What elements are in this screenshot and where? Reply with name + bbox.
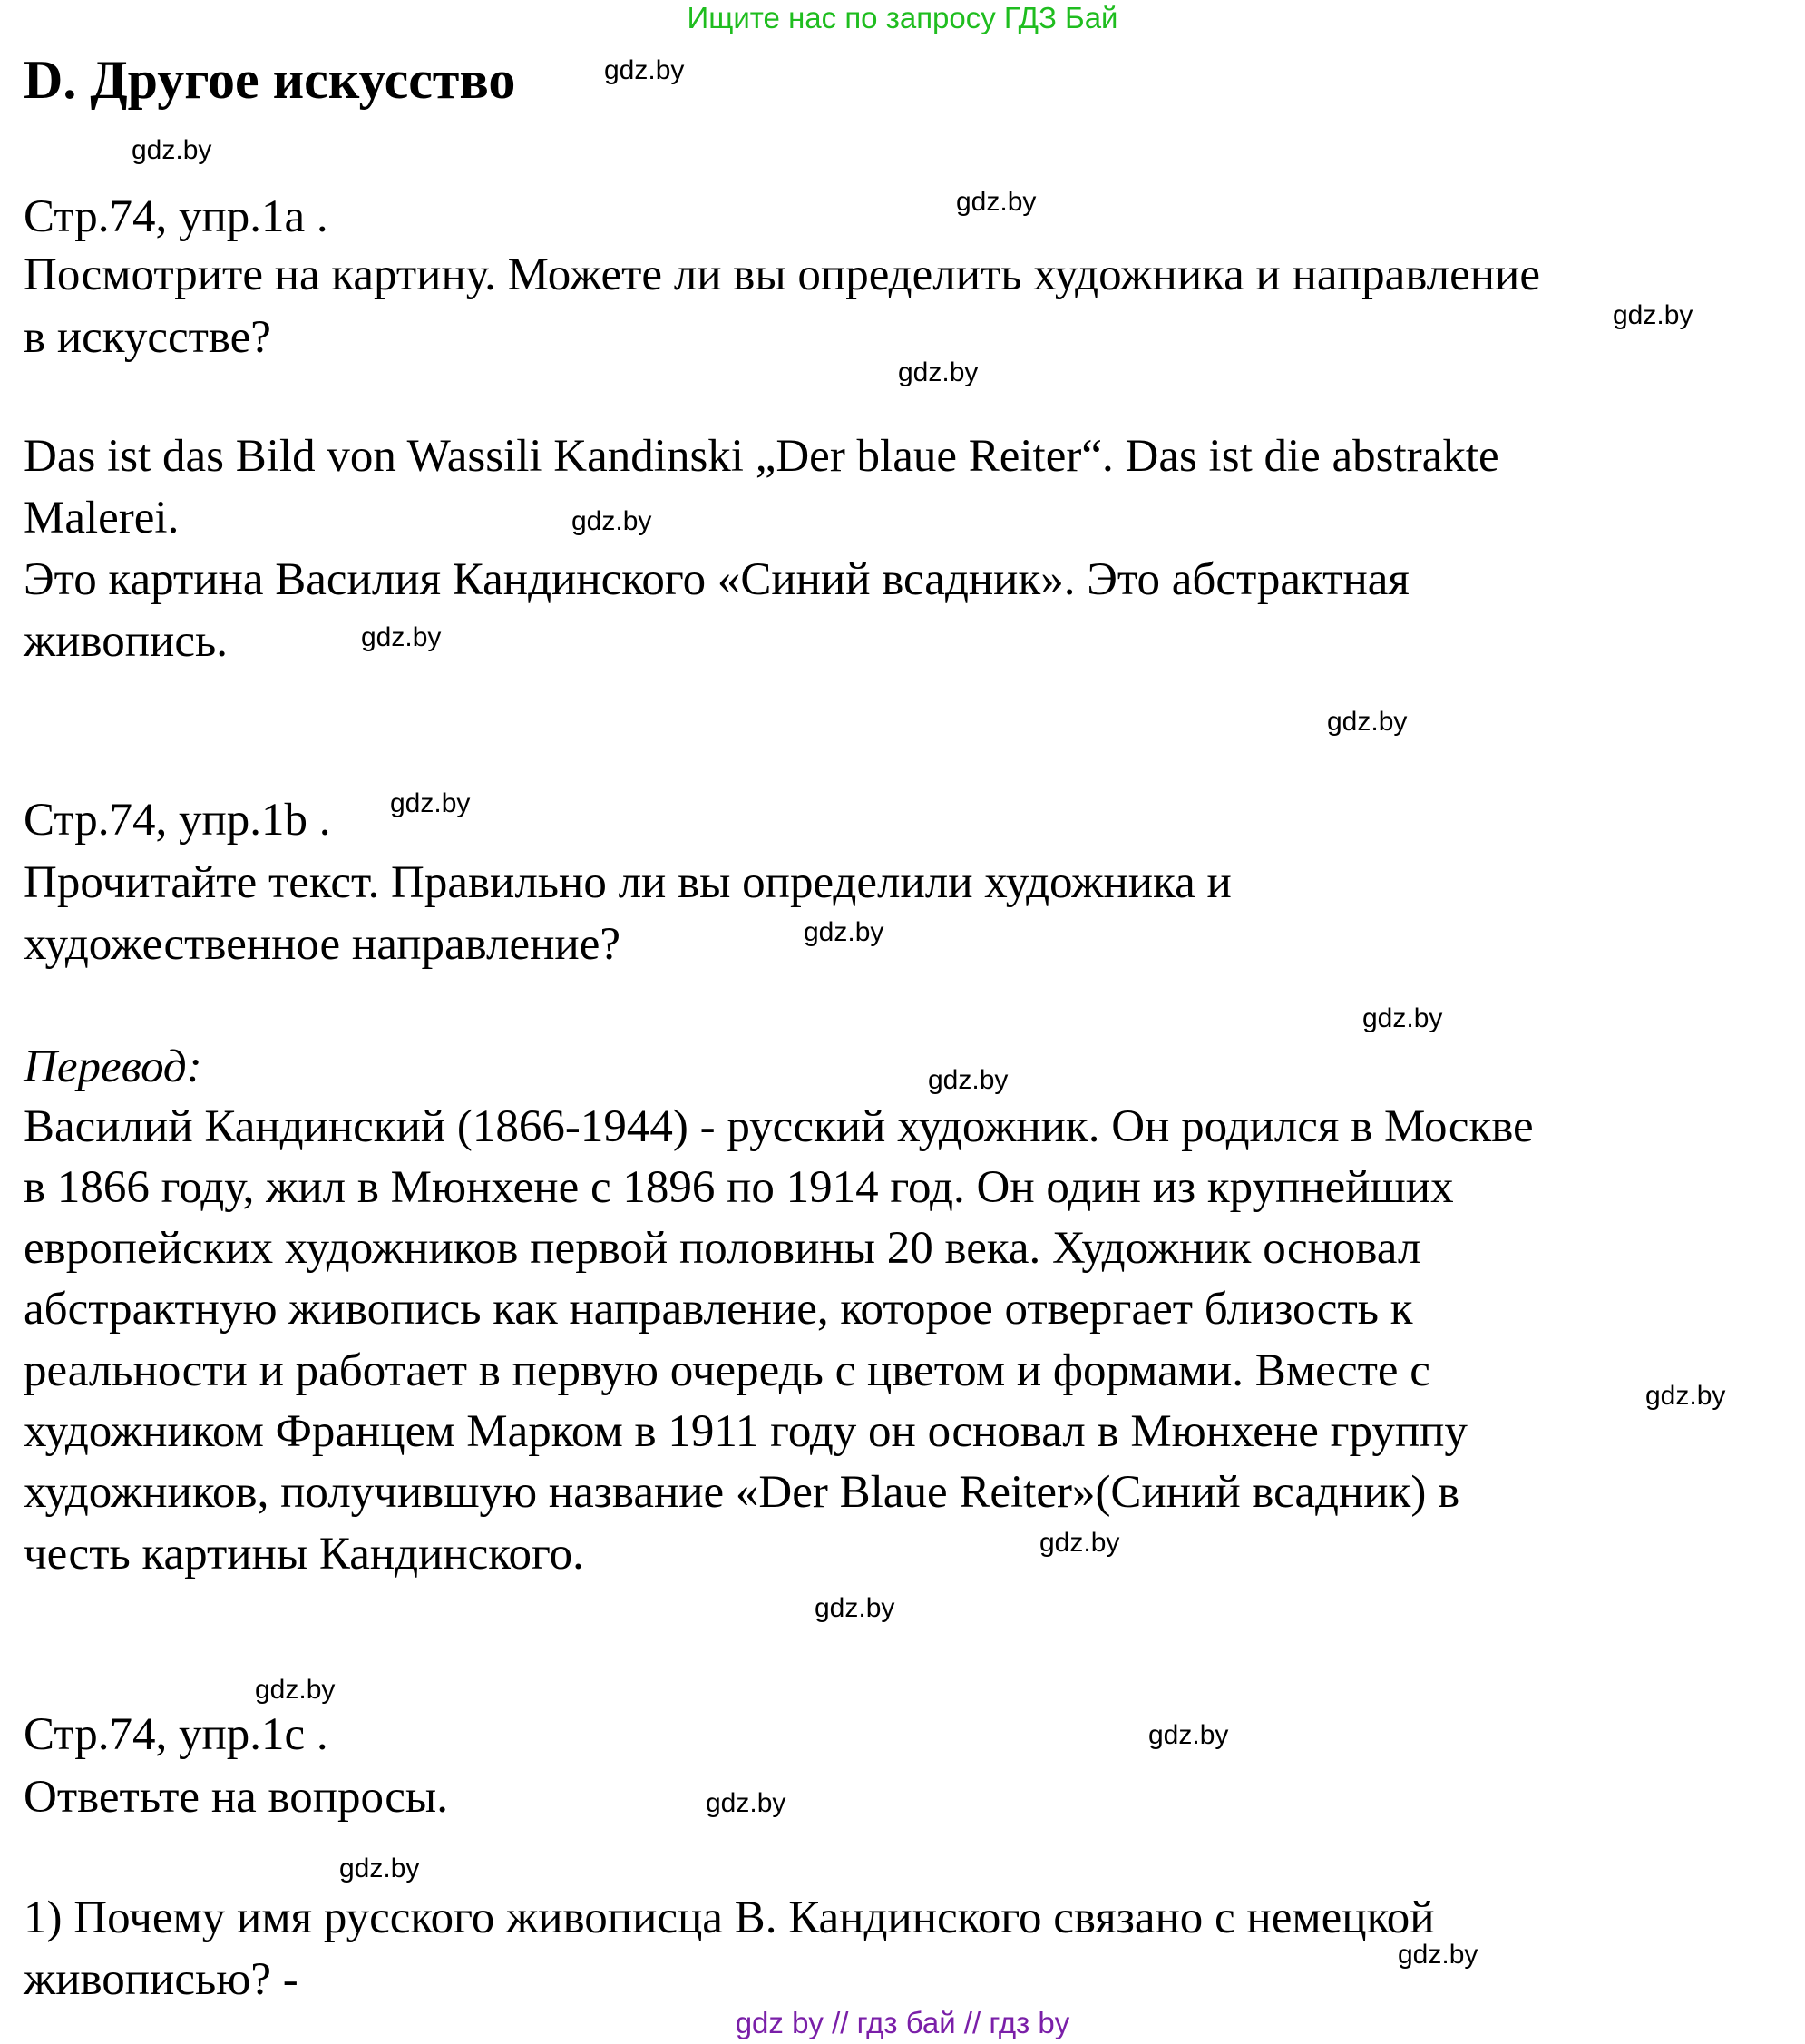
translation-line: Василий Кандинский (1866-1944) - русский художник. Он родился в Москве bbox=[24, 1101, 1534, 1152]
question-line: живописью? - bbox=[24, 1954, 298, 2005]
watermark: gdz.by bbox=[956, 187, 1037, 217]
section-b-task-line: Прочитайте текст. Правильно ли вы определили художника и bbox=[24, 857, 1232, 908]
watermark: gdz.by bbox=[1148, 1720, 1229, 1750]
watermark: gdz.by bbox=[898, 357, 979, 387]
watermark: gdz.by bbox=[1645, 1381, 1726, 1411]
answer-russian-line: Это картина Василия Кандинского «Синий всадник». Это абстрактная bbox=[24, 554, 1410, 605]
answer-german-line: Malerei. bbox=[24, 493, 180, 543]
watermark: gdz.by bbox=[1613, 300, 1693, 330]
watermark: gdz.by bbox=[390, 788, 471, 818]
watermark: gdz.by bbox=[255, 1675, 336, 1705]
watermark: gdz.by bbox=[132, 135, 212, 165]
watermark: gdz.by bbox=[804, 917, 884, 947]
top-promo-link[interactable]: Ищите нас по запросу ГДЗ Бай bbox=[687, 1, 1118, 34]
translation-line: реальности и работает в первую очередь с цветом и формами. Вместе с bbox=[24, 1345, 1430, 1396]
section-a-task-line: Посмотрите на картину. Можете ли вы определить художника и направление bbox=[24, 249, 1540, 300]
watermark: gdz.by bbox=[1362, 1003, 1443, 1033]
page-title: D. Другое искусство bbox=[24, 50, 516, 110]
translation-line: европейских художников первой половины 20 века. Художник основал bbox=[24, 1223, 1421, 1274]
footer-links[interactable]: gdz by // гдз бай // гдз by bbox=[735, 2006, 1070, 2039]
answer-german-line: Das ist das Bild von Wassili Kandinski „Der blaue Reiter“. Das ist die abstrakte bbox=[24, 431, 1499, 482]
section-a-task-line: в искусстве? bbox=[24, 312, 271, 363]
section-a-heading: Стр.74, упр.1a . bbox=[24, 191, 328, 242]
translation-line: художников, получившую название «Der Blaue Reiter»(Синий всадник) в bbox=[24, 1467, 1460, 1518]
translation-line: честь картины Кандинского. bbox=[24, 1529, 584, 1579]
watermark: gdz.by bbox=[571, 506, 652, 536]
watermark: gdz.by bbox=[604, 55, 685, 85]
watermark: gdz.by bbox=[815, 1593, 895, 1623]
section-b-task-line: художественное направление? bbox=[24, 919, 620, 970]
translation-line: абстрактную живопись как направление, которое отвергает близость к bbox=[24, 1284, 1413, 1335]
section-c-task: Ответьте на вопросы. bbox=[24, 1772, 448, 1823]
translation-label: Перевод: bbox=[24, 1042, 202, 1092]
watermark: gdz.by bbox=[928, 1065, 1009, 1095]
watermark: gdz.by bbox=[1398, 1940, 1478, 1970]
section-c-heading: Стр.74, упр.1c . bbox=[24, 1709, 328, 1760]
watermark: gdz.by bbox=[1039, 1528, 1120, 1558]
translation-line: художником Францем Марком в 1911 году он основал в Мюнхене группу bbox=[24, 1406, 1468, 1457]
watermark: gdz.by bbox=[1327, 707, 1408, 737]
watermark: gdz.by bbox=[706, 1788, 786, 1818]
question-line: 1) Почему имя русского живописца В. Кандинского связано с немецкой bbox=[24, 1892, 1435, 1943]
answer-russian-line: живопись. bbox=[24, 616, 228, 667]
watermark: gdz.by bbox=[339, 1853, 420, 1883]
watermark: gdz.by bbox=[361, 622, 442, 652]
translation-line: в 1866 году, жил в Мюнхене с 1896 по 1914 год. Он один из крупнейших bbox=[24, 1162, 1454, 1213]
section-b-heading: Стр.74, упр.1b . bbox=[24, 795, 331, 846]
